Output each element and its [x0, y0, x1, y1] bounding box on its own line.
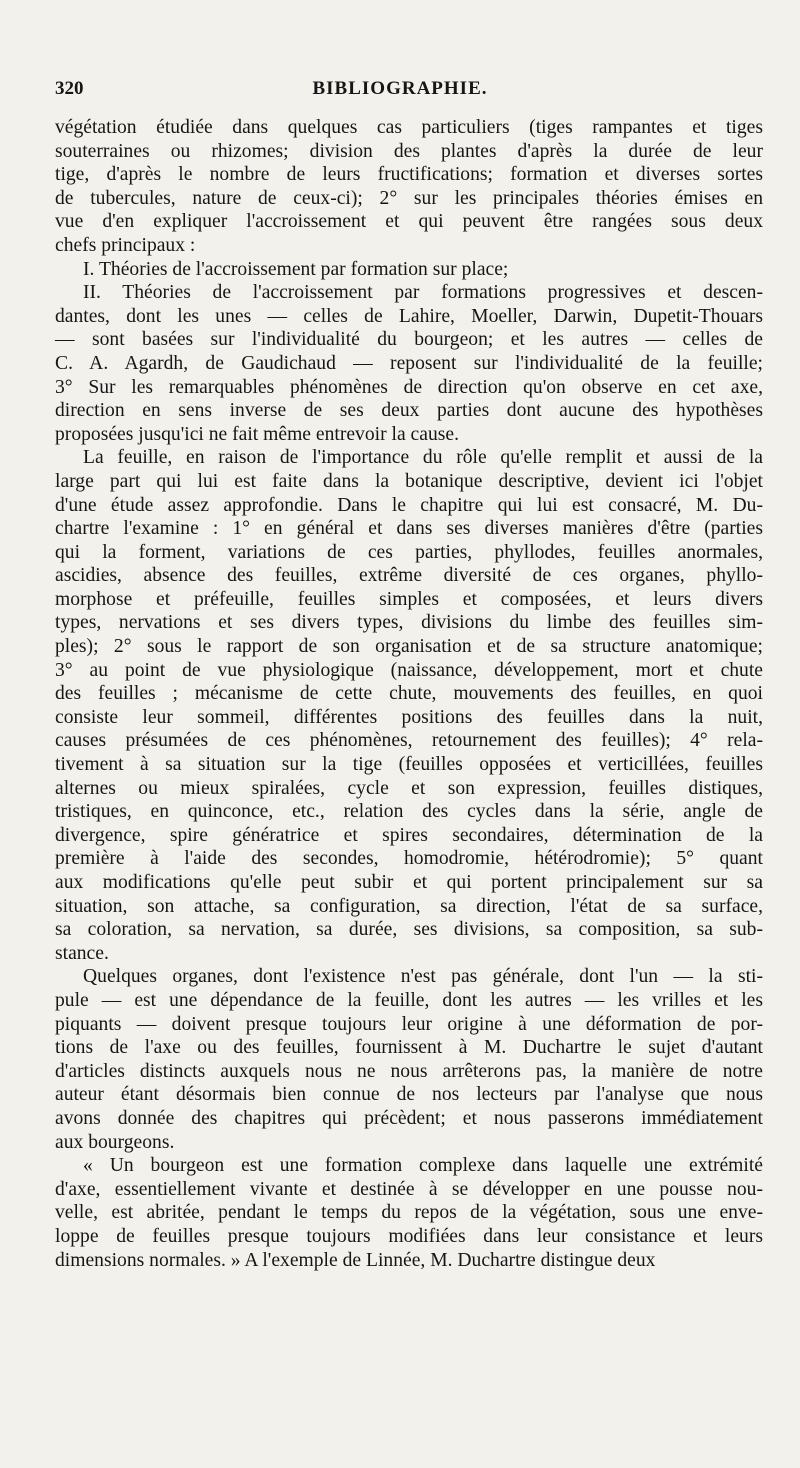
text-line: dantes, dont les unes — celles de Lahire, Moeller, Darwin, Dupetit-Thouars — [55, 305, 763, 327]
page-header — [55, 78, 745, 110]
text-line: avons donnée des chapitres qui précèdent; et nous passerons immédiatement — [55, 1107, 763, 1129]
paragraph — [55, 116, 763, 258]
page-body — [55, 116, 763, 1272]
text-line: Quelques organes, dont l'existence n'est pas générale, dont l'un — la sti- — [83, 966, 763, 988]
text-line: piquants — doivent presque toujours leur origine à une déformation de por- — [55, 1013, 763, 1035]
text-line: consiste leur sommeil, différentes positions des feuilles dans la nuit, — [55, 706, 763, 728]
text-line: sa coloration, sa nervation, sa durée, ses divisions, sa composition, sa sub- — [55, 919, 763, 941]
text-line: végétation étudiée dans quelques cas particuliers (tiges rampantes et tiges — [55, 117, 763, 138]
paragraph — [55, 258, 763, 282]
text-line: ples); 2° sous le rapport de son organisation et de sa structure anatomique; — [55, 636, 763, 658]
text-line: velle, est abritée, pendant le temps du repos de la végétation, sous une enve- — [55, 1202, 763, 1224]
text-line: La feuille, en raison de l'importance du rôle qu'elle remplit et aussi de la — [83, 447, 763, 469]
text-line: situation, son attache, sa configuration, sa direction, l'état de sa surface, — [55, 895, 763, 917]
text-line: tivement à sa situation sur la tige (feuilles opposées et verticillées, feuilles — [55, 754, 763, 776]
text-line: aux bourgeons. — [55, 1131, 175, 1153]
text-line: direction en sens inverse de ses deux parties dont aucune des hypothèses — [55, 400, 763, 422]
text-line: chartre l'examine : 1° en général et dans ses diverses manières d'être (parties — [55, 518, 763, 540]
text-line: des feuilles ; mécanisme de cette chute, mouvements des feuilles, en quoi — [55, 683, 763, 705]
text-line: pule — est une dépendance de la feuille, dont les autres — les vrilles et les — [55, 989, 763, 1011]
text-line: alternes ou mieux spiralées, cycle et son expression, feuilles distiques, — [55, 777, 763, 799]
text-line: types, nervations et ses divers types, divisions du limbe des feuilles sim- — [55, 612, 763, 634]
text-line: d'axe, essentiellement vivante et destinée à se développer en une pousse nou- — [55, 1178, 763, 1200]
text-line: proposées jusqu'ici ne fait même entrevoir la cause. — [55, 423, 459, 445]
paragraph — [55, 446, 763, 965]
paragraph — [55, 1154, 763, 1272]
page-number: 320 — [55, 78, 84, 99]
text-line: loppe de feuilles presque toujours modifiées dans leur consistance et leurs — [55, 1225, 763, 1247]
text-line: — sont basées sur l'individualité du bourgeon; et les autres — celles de — [55, 329, 763, 351]
paragraph — [55, 281, 763, 446]
text-line: 3° au point de vue physiologique (naissance, développement, mort et chute — [55, 659, 763, 681]
text-line: d'articles distincts auxquels nous ne nous arrêterons pas, la manière de notre — [55, 1060, 763, 1082]
text-line: de tubercules, nature de ceux-ci); 2° sur les principales théories émises en — [55, 187, 763, 209]
running-title: BIBLIOGRAPHIE. — [312, 78, 488, 99]
text-line: 3° Sur les remarquables phénomènes de direction qu'on observe en cet axe, — [55, 376, 763, 398]
text-line: I. Théories de l'accroissement par formation sur place; — [83, 258, 509, 280]
text-line: vue d'en expliquer l'accroissement et qui peuvent être rangées sous deux — [55, 211, 763, 233]
text-line: large part qui lui est faite dans la botanique descriptive, devient ici l'objet — [55, 470, 763, 492]
text-line: ascidies, absence des feuilles, extrême diversité de ces organes, phyllo- — [55, 565, 763, 587]
paragraph — [55, 965, 763, 1154]
text-line: souterraines ou rhizomes; division des plantes d'après la durée de leur — [55, 140, 763, 162]
text-line: stance. — [55, 942, 109, 964]
text-line: II. Théories de l'accroissement par formations progressives et descen- — [83, 282, 763, 304]
text-line: auteur étant désormais bien connue de nos lecteurs par l'analyse que nous — [55, 1084, 763, 1106]
text-line: C. A. Agardh, de Gaudichaud — reposent sur l'individualité de la feuille; — [55, 352, 763, 374]
text-line: tions de l'axe ou des feuilles, fournissent à M. Duchartre le sujet d'autant — [55, 1037, 763, 1059]
text-line: causes présumées de ces phénomènes, retournement des feuilles); 4° rela- — [55, 730, 763, 752]
text-line: qui la forment, variations de ces parties, phyllodes, feuilles anormales, — [55, 541, 763, 563]
text-line: tristiques, en quinconce, etc., relation des cycles dans la série, angle de — [55, 801, 763, 823]
text-line: dimensions normales. » A l'exemple de Linnée, M. Duchartre distingue deux — [55, 1249, 656, 1271]
text-line: tige, d'après le nombre de leurs fructifications; formation et diverses sortes — [55, 164, 763, 186]
text-line: « Un bourgeon est une formation complexe dans laquelle une extrémité — [83, 1155, 763, 1177]
text-line: d'une étude assez approfondie. Dans le chapitre qui lui est consacré, M. Du- — [55, 494, 763, 516]
text-line: divergence, spire génératrice et spires secondaires, détermination de la — [55, 824, 763, 846]
text-line: morphose et préfeuille, feuilles simples et composées, et leurs divers — [55, 588, 763, 610]
text-line: aux modifications qu'elle peut subir et qui portent principalement sur sa — [55, 872, 763, 893]
text-line: chefs principaux : — [55, 234, 196, 256]
text-line: première à l'aide des secondes, homodromie, hétérodromie); 5° quant — [55, 848, 763, 870]
